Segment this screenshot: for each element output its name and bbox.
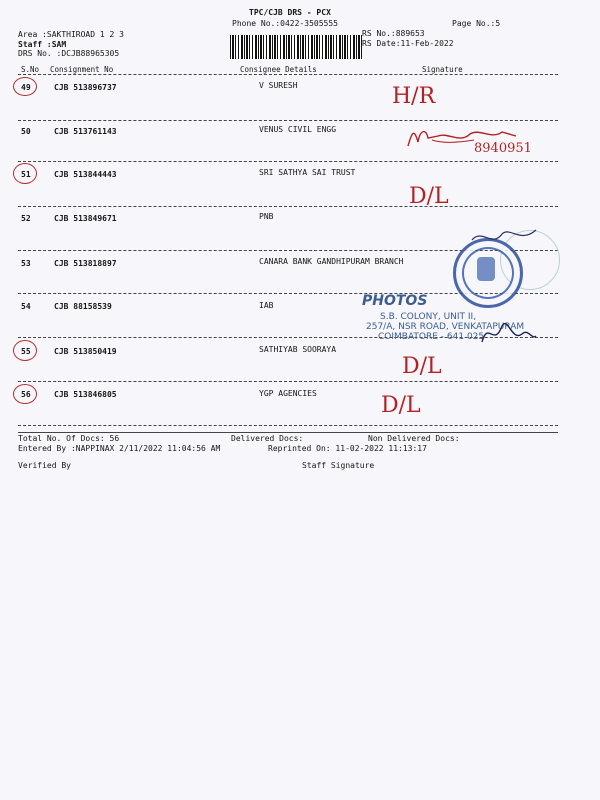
- handwritten-dl-56: D/L: [381, 393, 421, 418]
- area-label: Area :SAKTHIROAD 1 2 3: [18, 30, 124, 39]
- row-divider: [18, 425, 558, 426]
- staff-label: Staff :SAM: [18, 40, 67, 49]
- row-consignee: VENUS CIVIL ENGG: [259, 125, 337, 134]
- row-consignment: CJB 513844443: [54, 170, 117, 179]
- barcode-image: [230, 35, 362, 59]
- row-divider: [18, 206, 558, 207]
- rs-date: RS Date:11-Feb-2022: [362, 39, 454, 48]
- page-number: Page No.:5: [452, 19, 501, 28]
- row-sno: 54: [21, 302, 31, 311]
- row-consignment: CJB 513761143: [54, 127, 117, 136]
- reprinted-on: Reprinted On: 11-02-2022 11:13:17: [268, 444, 427, 453]
- row-consignee: YGP AGENCIES: [259, 389, 317, 398]
- row-sno: 50: [21, 127, 31, 136]
- handwritten-phone: 8940951: [474, 141, 532, 156]
- pen-circle-51: [13, 163, 37, 184]
- row-consignee: SATHIYAB SOORAYA: [259, 345, 337, 354]
- photos-stamp-name: PHOTOS: [362, 293, 428, 309]
- pen-circle-56: [13, 384, 37, 404]
- column-consignment: Consignment No: [50, 65, 114, 74]
- rs-number: RS No.:889653: [362, 29, 425, 38]
- row-consignment: CJB 513846805: [54, 390, 117, 399]
- delivered-docs: Delivered Docs:: [231, 434, 304, 443]
- row-sno: 49: [21, 83, 31, 92]
- row-consignment: CJB 513818897: [54, 259, 117, 268]
- row-consignment: CJB 513850419: [54, 347, 117, 356]
- staff-signature: Staff Signature: [302, 461, 375, 470]
- row-consignment: CJB 513849671: [54, 214, 117, 223]
- report-title: TPC/CJB DRS - PCX: [249, 8, 331, 17]
- row-divider: [18, 120, 558, 121]
- entered-by: Entered By :NAPPINAX 2/11/2022 11:04:56 AM: [18, 444, 221, 453]
- signature-stamp-scribble: [470, 222, 540, 252]
- footer-divider: [18, 432, 558, 433]
- column-signature: Signature: [422, 65, 463, 74]
- pen-circle-49: [13, 77, 37, 96]
- row-sno: 55: [21, 347, 31, 356]
- column-consignee-details: Consignee Details: [240, 65, 317, 74]
- row-sno: 53: [21, 259, 31, 268]
- photos-stamp-line2: 257/A, NSR ROAD, VENKATAPURAM: [366, 322, 525, 332]
- row-sno: 52: [21, 214, 31, 223]
- header-divider: [18, 74, 558, 75]
- row-consignee: CANARA BANK GANDHIPURAM BRANCH: [259, 257, 404, 266]
- row-consignee: IAB: [259, 301, 274, 310]
- signature-scribble-54: [478, 312, 538, 352]
- row-sno: 56: [21, 390, 31, 399]
- verified-by: Verified By: [18, 461, 71, 470]
- row-divider: [18, 381, 558, 382]
- row-consignee: SRI SATHYA SAI TRUST: [259, 168, 356, 177]
- row-consignment: CJB 513896737: [54, 83, 117, 92]
- non-delivered-docs: Non Delivered Docs:: [368, 434, 460, 443]
- handwritten-hr: H/R: [392, 84, 436, 109]
- photos-stamp-line1: S.B. COLONY, UNIT II,: [380, 312, 477, 322]
- pen-circle-55: [13, 340, 37, 361]
- row-sno: 51: [21, 170, 31, 179]
- photos-stamp-line3: COIMBATORE - 641 025: [378, 332, 485, 342]
- handwritten-dl-55: D/L: [402, 354, 442, 379]
- row-consignment: CJB 88158539: [54, 302, 112, 311]
- row-consignee: V SURESH: [259, 81, 298, 90]
- phone-number: Phone No.:0422-3505555: [232, 19, 338, 28]
- column-sno: S.No: [21, 65, 40, 74]
- row-divider: [18, 161, 558, 162]
- drs-number: DRS No. :DCJB88965305: [18, 49, 120, 58]
- total-docs: Total No. Of Docs: 56: [18, 434, 120, 443]
- row-consignee: PNB: [259, 212, 274, 221]
- handwritten-dl-51: D/L: [409, 184, 449, 209]
